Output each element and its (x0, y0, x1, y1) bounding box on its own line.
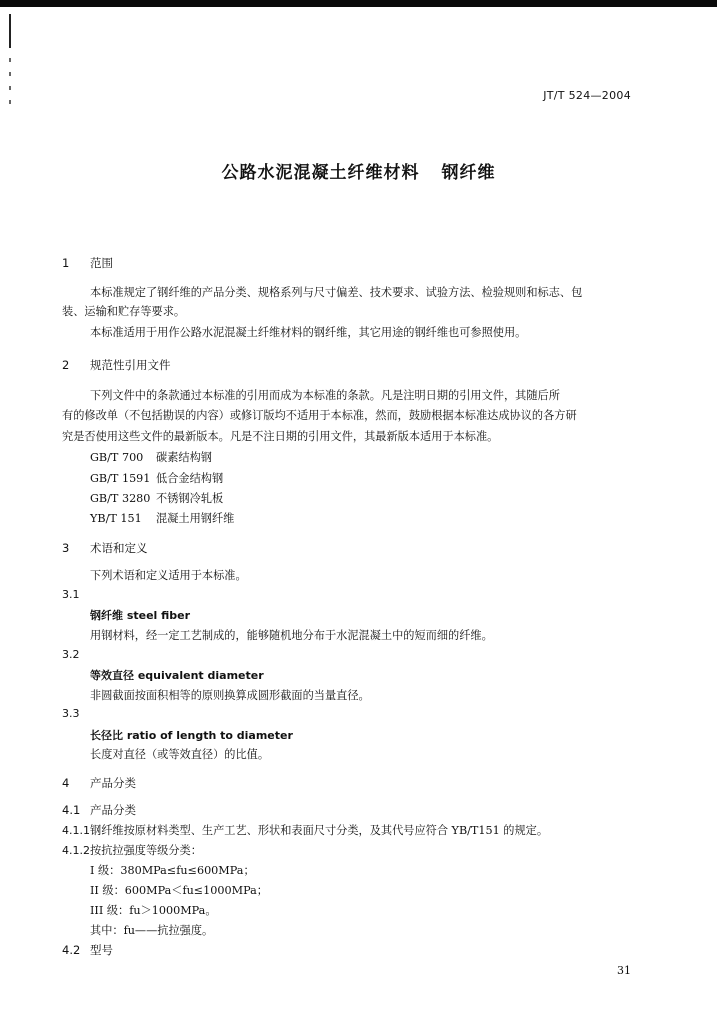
scan-dot (9, 58, 11, 62)
scan-dot (9, 86, 11, 90)
grade-item: III 级：fu＞1000MPa。 (90, 904, 217, 917)
title-main: 公路水泥混凝土纤维材料 (221, 163, 420, 183)
clause-number: 4.1.1 (62, 824, 90, 837)
scan-dot (9, 100, 11, 104)
standard-code: JT/T 524—2004 (543, 89, 631, 102)
section-number: 2 (62, 358, 70, 372)
paragraph-line: 本标准规定了钢纤维的产品分类、规格系列与尺寸偏差、技术要求、试验方法、检验规则和标志、包 (90, 286, 583, 299)
clause-title: 型号 (90, 943, 113, 957)
title-sub: 钢纤维 (441, 163, 496, 183)
page-number: 31 (617, 964, 631, 977)
paragraph-line: 有的修改单（不包括勘误的内容）或修订版均不适用于本标准，然而，鼓励根据本标准达成协议的各方研 (62, 409, 577, 422)
section-heading (62, 775, 136, 791)
clause-text: 钢纤维按原材料类型、生产工艺、形状和表面尺寸分类，及其代号应符合 YB/T151 的规定。 (90, 824, 549, 837)
paragraph-line: 下列文件中的条款通过本标准的引用而成为本标准的条款。凡是注明日期的引用文件，其随后所 (90, 389, 560, 402)
clause-line (62, 842, 202, 858)
clause-number: 4.1.2 (62, 844, 90, 857)
reference-item (90, 510, 234, 526)
term-title: 长径比 ratio of length to diameter (90, 729, 293, 742)
clause-text: 按抗拉强度等级分类： (90, 844, 202, 857)
section-title: 范围 (90, 256, 113, 270)
clause-number: 4.1 (62, 803, 81, 817)
term-number: 3.1 (62, 588, 80, 601)
reference-name: 碳素结构钢 (156, 451, 212, 464)
section-number: 4 (62, 776, 70, 790)
reference-code: GB/T 1591 (90, 472, 151, 485)
clause-number: 4.2 (62, 943, 81, 957)
paragraph-line: 下列术语和定义适用于本标准。 (90, 569, 247, 582)
term-title: 等效直径 equivalent diameter (90, 669, 264, 682)
reference-item (90, 490, 223, 506)
term-definition: 用钢材料，经一定工艺制成的，能够随机地分布于水泥混凝土中的短而细的纤维。 (90, 629, 493, 642)
reference-code: GB/T 3280 (90, 492, 151, 505)
section-heading (62, 540, 148, 556)
note-line: 其中：fu——抗拉强度。 (90, 924, 214, 937)
reference-name: 不锈钢冷轧板 (156, 492, 224, 505)
scan-dot (9, 72, 11, 76)
paragraph-line: 装、运输和贮存等要求。 (62, 305, 186, 318)
section-number: 3 (62, 541, 70, 555)
clause-line (62, 822, 548, 838)
paragraph-line: 本标准适用于用作公路水泥混凝土纤维材料的钢纤维，其它用途的钢纤维也可参照使用。 (90, 326, 527, 339)
section-title: 产品分类 (90, 776, 136, 790)
clause-heading (62, 942, 113, 958)
term-title: 钢纤维 steel fiber (90, 609, 191, 622)
term-definition: 非圆截面按面积相等的原则换算成圆形截面的当量直径。 (90, 689, 370, 702)
reference-code: GB/T 700 (90, 451, 144, 464)
clause-title: 产品分类 (90, 803, 136, 817)
reference-item (90, 449, 212, 465)
reference-name: 混凝土用钢纤维 (156, 512, 235, 525)
section-number: 1 (62, 256, 70, 270)
section-title: 规范性引用文件 (90, 358, 171, 372)
scan-left-mark (9, 14, 11, 48)
paragraph-line: 究是否使用这些文件的最新版本。凡是不注日期的引用文件，其最新版本适用于本标准。 (62, 430, 499, 443)
reference-code: YB/T 151 (90, 512, 142, 525)
grade-item: II 级：600MPa＜fu≤1000MPa； (90, 884, 268, 897)
term-definition: 长度对直径（或等效直径）的比值。 (90, 748, 270, 761)
section-heading (62, 357, 171, 373)
scan-top-border (0, 0, 717, 7)
section-heading (62, 255, 113, 271)
section-title: 术语和定义 (90, 541, 148, 555)
reference-name: 低合金结构钢 (156, 472, 224, 485)
grade-item: I 级：380MPa≤fu≤600MPa； (90, 864, 255, 877)
document-title (0, 158, 717, 183)
term-number: 3.2 (62, 648, 80, 661)
clause-heading (62, 802, 136, 818)
term-number: 3.3 (62, 707, 80, 720)
reference-item (90, 470, 223, 486)
